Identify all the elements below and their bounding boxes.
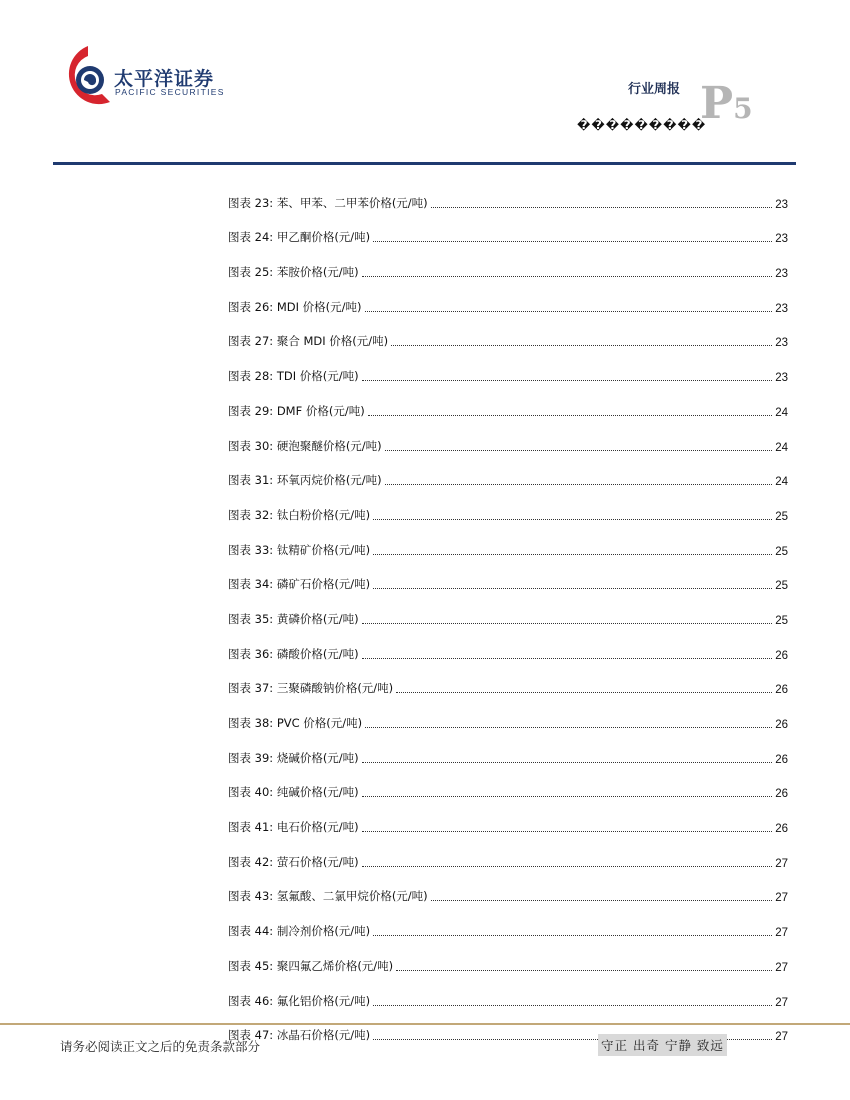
toc-entry-label: 图表 30: 硬泡聚醚价格(元/吨) <box>228 438 382 453</box>
toc-entry-page: 26 <box>775 753 788 766</box>
toc-leader-dots <box>373 241 772 242</box>
toc-entry-page: 23 <box>775 233 788 246</box>
toc-entry-label: 图表 47: 冰晶石价格(元/吨) <box>228 1028 371 1043</box>
toc-entry-page: 24 <box>775 476 788 489</box>
toc-entry[interactable] <box>228 696 788 731</box>
toc-entry-label: 图表 28: TDI 价格(元/吨) <box>228 369 359 384</box>
toc-entry-page: 26 <box>775 788 788 801</box>
toc-leader-dots <box>368 415 772 416</box>
toc-leader-dots <box>373 1005 772 1006</box>
toc-entry-label: 图表 24: 甲乙酮价格(元/吨) <box>228 230 371 245</box>
toc-entry-label: 图表 42: 萤石价格(元/吨) <box>228 854 359 869</box>
toc-entry-label: 图表 33: 钛精矿价格(元/吨) <box>228 542 371 557</box>
toc-leader-dots <box>362 380 773 381</box>
toc-entry[interactable] <box>228 211 788 246</box>
toc-entry-page: 24 <box>775 441 788 454</box>
toc-entry-label: 图表 25: 苯胺价格(元/吨) <box>228 265 359 280</box>
page-prefix: P <box>700 78 734 129</box>
toc-entry-page: 23 <box>775 268 788 281</box>
logo-text-cn: 太平洋证券 <box>114 68 215 90</box>
toc-leader-dots <box>431 900 773 901</box>
toc-entry-label: 图表 38: PVC 价格(元/吨) <box>228 716 363 730</box>
page-number-value: 5 <box>733 92 753 125</box>
toc-leader-dots <box>362 276 773 277</box>
toc-entry-label: 图表 34: 磷矿石价格(元/吨) <box>228 577 371 592</box>
toc-entry-page: 26 <box>775 684 788 697</box>
toc-entry-label: 图表 32: 钛白粉价格(元/吨) <box>228 507 371 522</box>
toc-entry[interactable] <box>228 176 788 211</box>
toc-entry[interactable] <box>228 349 788 384</box>
toc-entry[interactable] <box>228 592 788 627</box>
toc-leader-dots <box>362 658 773 659</box>
toc-entry-label: 图表 23: 苯、甲苯、二甲苯价格(元/吨) <box>228 195 428 210</box>
toc-entry[interactable] <box>228 245 788 280</box>
report-subtitle: ��������� <box>577 118 707 132</box>
toc-entry[interactable] <box>228 280 788 315</box>
toc-entry[interactable] <box>228 662 788 697</box>
toc-leader-dots <box>365 727 772 728</box>
toc-entry-page: 27 <box>775 961 788 974</box>
toc-entry-page: 27 <box>775 927 788 940</box>
toc-leader-dots <box>373 519 772 520</box>
toc-entry-page: 27 <box>775 892 788 905</box>
toc-entry-label: 图表 27: 聚合 MDI 价格(元/吨) <box>228 334 389 349</box>
toc-leader-dots <box>362 762 773 763</box>
toc-entry-label: 图表 31: 环氧丙烷价格(元/吨) <box>228 473 382 488</box>
figure-toc-list <box>228 176 788 1043</box>
toc-entry-label: 图表 41: 电石价格(元/吨) <box>228 820 359 835</box>
toc-entry-label: 图表 46: 氟化铝价格(元/吨) <box>228 993 371 1008</box>
toc-leader-dots <box>391 345 772 346</box>
toc-leader-dots <box>365 311 773 312</box>
toc-entry-page: 25 <box>775 510 788 523</box>
toc-leader-dots <box>373 935 772 936</box>
page-number <box>700 78 753 129</box>
toc-entry[interactable] <box>228 488 788 523</box>
toc-leader-dots <box>431 207 773 208</box>
toc-entry[interactable] <box>228 315 788 350</box>
toc-entry-label: 图表 39: 烧碱价格(元/吨) <box>228 750 359 765</box>
toc-entry-label: 图表 29: DMF 价格(元/吨) <box>228 403 365 418</box>
toc-entry-page: 23 <box>775 302 788 315</box>
footer-divider <box>0 1023 850 1025</box>
toc-entry[interactable] <box>228 835 788 870</box>
pacific-logo-icon <box>58 42 114 114</box>
toc-leader-dots <box>396 970 772 971</box>
toc-leader-dots <box>385 450 773 451</box>
toc-leader-dots <box>362 796 773 797</box>
toc-entry[interactable] <box>228 939 788 974</box>
toc-entry-page: 23 <box>775 372 788 385</box>
toc-entry[interactable] <box>228 731 788 766</box>
toc-entry[interactable] <box>228 974 788 1009</box>
toc-entry[interactable] <box>228 384 788 419</box>
toc-entry[interactable] <box>228 454 788 489</box>
toc-leader-dots <box>373 588 772 589</box>
toc-entry-label: 图表 45: 聚四氟乙烯价格(元/吨) <box>228 958 394 973</box>
toc-entry[interactable] <box>228 419 788 454</box>
toc-entry-page: 27 <box>775 1031 788 1044</box>
toc-entry[interactable] <box>228 766 788 801</box>
toc-entry-label: 图表 26: MDI 价格(元/吨) <box>228 299 362 314</box>
toc-entry-label: 图表 36: 磷酸价格(元/吨) <box>228 646 359 661</box>
footer-motto: 守正 出奇 宁静 致远 <box>598 1034 727 1056</box>
toc-entry-page: 27 <box>775 857 788 870</box>
toc-entry-label: 图表 37: 三聚磷酸钠价格(元/吨) <box>228 681 394 696</box>
toc-leader-dots <box>362 831 773 832</box>
toc-entry-page: 27 <box>775 996 788 1009</box>
toc-entry-page: 23 <box>775 337 788 350</box>
header-divider <box>53 162 796 165</box>
toc-leader-dots <box>396 692 772 693</box>
toc-entry-label: 图表 44: 制冷剂价格(元/吨) <box>228 924 371 939</box>
toc-entry[interactable] <box>228 558 788 593</box>
footer-disclaimer: 请务必阅读正文之后的免责条款部分 <box>60 1039 261 1054</box>
toc-entry[interactable] <box>228 870 788 905</box>
toc-leader-dots <box>362 623 773 624</box>
toc-entry-page: 26 <box>775 649 788 662</box>
toc-entry[interactable] <box>228 627 788 662</box>
toc-entry-page: 25 <box>775 614 788 627</box>
toc-leader-dots <box>373 554 772 555</box>
toc-leader-dots <box>385 484 773 485</box>
toc-entry-page: 23 <box>775 198 788 211</box>
toc-entry[interactable] <box>228 523 788 558</box>
logo-text-en: PACIFIC SECURITIES <box>115 87 225 97</box>
toc-entry[interactable] <box>228 904 788 939</box>
toc-entry-page: 25 <box>775 580 788 593</box>
toc-leader-dots <box>362 866 773 867</box>
toc-entry-page: 26 <box>775 823 788 836</box>
toc-entry[interactable] <box>228 800 788 835</box>
toc-entry-page: 26 <box>775 719 788 731</box>
report-type: 行业周报 <box>628 82 681 97</box>
toc-entry-label: 图表 43: 氢氟酸、二氯甲烷价格(元/吨) <box>228 889 428 904</box>
company-logo <box>58 42 228 114</box>
toc-entry-page: 24 <box>775 406 788 419</box>
toc-entry-label: 图表 35: 黄磷价格(元/吨) <box>228 611 359 626</box>
toc-entry-page: 25 <box>775 545 788 558</box>
toc-entry-label: 图表 40: 纯碱价格(元/吨) <box>228 785 359 800</box>
